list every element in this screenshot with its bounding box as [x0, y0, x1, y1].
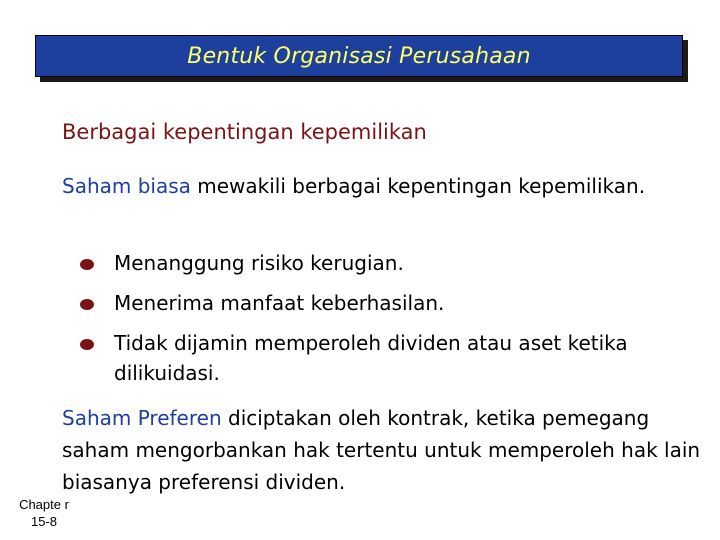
title-bar — [35, 35, 683, 77]
bullet-icon — [80, 339, 94, 350]
preferred-stock-paragraph — [62, 402, 702, 498]
common-stock-description: mewakili berbagai kepentingan kepemilikan. — [190, 174, 646, 198]
list-item — [80, 248, 690, 278]
bullet-text: Menanggung risiko kerugian. — [114, 251, 404, 275]
common-stock-paragraph — [62, 170, 682, 202]
preferred-stock-description: diciptakan oleh kontrak, ketika pemegang saham mengorbankan hak tertentu untuk memperoleh hak lain biasanya preferensi dividen. — [62, 406, 701, 494]
slide-subtitle: Berbagai kepentingan kepemilikan — [62, 120, 427, 144]
common-stock-term: Saham biasa — [62, 174, 191, 198]
list-item — [80, 288, 690, 318]
slide-title: Bentuk Organisasi Perusahaan — [187, 43, 531, 69]
bullet-icon — [80, 259, 94, 270]
bullet-text: Tidak dijamin memperoleh dividen atau aset ketika dilikuidasi. — [114, 331, 628, 385]
list-item — [80, 328, 690, 388]
bullet-text: Menerima manfaat keberhasilan. — [114, 291, 445, 315]
bullet-list — [80, 248, 690, 388]
chapter-label: Chapte r 15-8 — [19, 497, 69, 529]
bullet-icon — [80, 299, 94, 310]
preferred-stock-term: Saham Preferen — [62, 406, 222, 430]
